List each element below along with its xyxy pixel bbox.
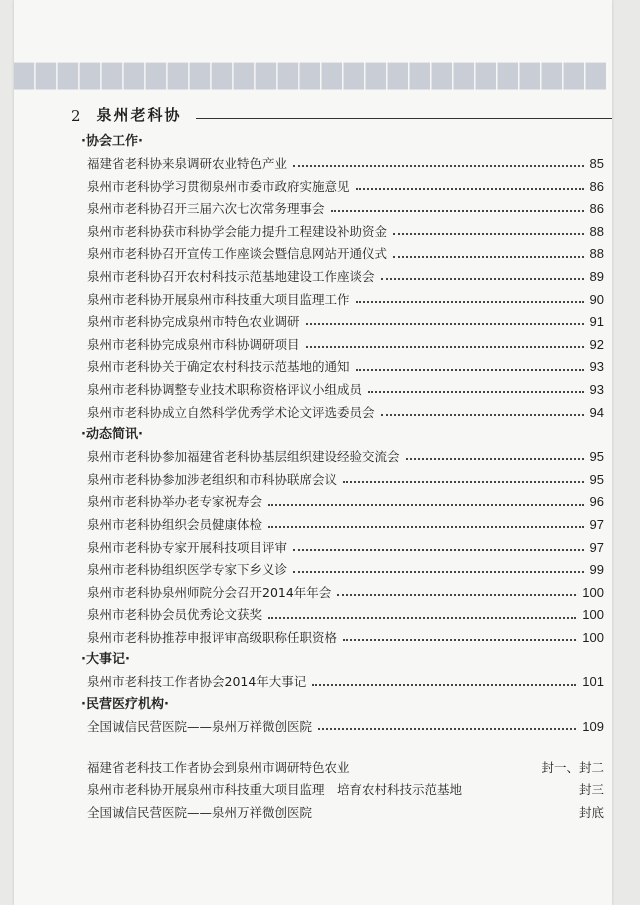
toc-entry[interactable]	[75, 153, 604, 176]
toc-entry-page: 94	[589, 404, 604, 420]
toc-entry-page: 109	[582, 719, 604, 735]
leader-dots	[312, 684, 576, 686]
bleed-through-background: ▇▇▇▇▇▇▇▇▇▇▇▇▇▇▇▇▇▇▇▇▇▇▇▇▇▇▇	[14, 60, 608, 90]
toc-entry-page: 92	[589, 336, 604, 352]
page-header	[71, 101, 612, 125]
toc-entry-title: 泉州市老科协关于确定农村科技示范基地的通知	[87, 359, 350, 375]
leader-dots	[306, 323, 584, 325]
toc-entry-title: 泉州市老科协会员优秀论文获奖	[87, 607, 263, 623]
toc-entry-page: 88	[589, 223, 604, 239]
toc-entry-page: 86	[589, 201, 604, 217]
toc-entry[interactable]	[75, 176, 604, 199]
toc-entry-page: 99	[589, 562, 604, 578]
section-heading: ·协会工作·	[81, 134, 143, 149]
toc-entry[interactable]	[75, 491, 604, 514]
toc-entry-title: 泉州市老科协组织医学专家下乡义诊	[87, 562, 288, 578]
toc-entry[interactable]	[75, 469, 604, 492]
toc-entry-title: 泉州市老科协参加涉老组织和市科协联席会议	[87, 471, 338, 487]
cover-entry[interactable]	[75, 802, 604, 825]
toc-entry-title: 泉州市老科协专家开展科技项目评审	[87, 539, 288, 555]
leader-dots	[381, 414, 584, 416]
cover-entry-page: 封一、封二	[541, 759, 604, 775]
toc-entry-page: 89	[589, 268, 604, 284]
toc-entry-title: 泉州市老科协举办老专家祝寿会	[87, 494, 263, 510]
leader-dots	[393, 256, 584, 258]
leader-dots	[356, 369, 584, 371]
toc-entry-page: 100	[582, 584, 604, 600]
section-heading: ·民营医疗机构·	[81, 697, 169, 713]
leader-dots	[343, 481, 584, 483]
leader-dots	[293, 549, 584, 551]
table-of-contents	[75, 131, 604, 824]
toc-entry[interactable]	[75, 379, 604, 402]
cover-entry-title: 福建省老科技工作者协会到泉州市调研特色农业	[87, 759, 350, 775]
toc-entry[interactable]	[75, 582, 604, 605]
toc-entry-title: 泉州市老科协参加福建省老科协基层组织建设经验交流会	[87, 449, 400, 465]
leader-dots	[318, 728, 576, 730]
toc-entry-page: 100	[582, 629, 604, 645]
toc-entry-page: 100	[582, 607, 604, 623]
toc-entry[interactable]	[75, 402, 604, 425]
leader-dots	[337, 594, 576, 596]
toc-entry[interactable]	[75, 198, 604, 221]
toc-entry-title: 泉州市老科协组织会员健康体检	[87, 516, 263, 532]
page-number: 2	[71, 107, 81, 125]
leader-dots	[306, 346, 584, 348]
toc-entry-title: 泉州市老科协推荐申报评审高级职称任职资格	[87, 629, 338, 645]
toc-entry[interactable]	[75, 243, 604, 266]
toc-entry-title: 泉州市老科协获市科协学会能力提升工程建设补助资金	[87, 223, 388, 239]
leader-dots	[268, 526, 584, 528]
cover-entry[interactable]	[75, 757, 604, 780]
cover-entry-title: 泉州市老科协开展泉州市科技重大项目监理 培育农村科技示范基地	[87, 782, 463, 798]
leader-dots	[356, 188, 584, 190]
toc-entry[interactable]	[75, 537, 604, 560]
toc-entry-title: 泉州市老科协召开农村科技示范基地建设工作座谈会	[87, 268, 375, 284]
toc-entry-title: 泉州市老科协完成泉州市特色农业调研	[87, 314, 300, 330]
toc-entry[interactable]	[75, 716, 604, 739]
leader-dots	[356, 301, 584, 303]
leader-dots	[268, 504, 584, 506]
toc-entry-title: 泉州市老科协调整专业技术职称资格评议小组成员	[87, 381, 363, 397]
leader-dots	[293, 165, 584, 167]
section-heading: ·动态简讯·	[81, 427, 143, 443]
toc-entry[interactable]	[75, 356, 604, 379]
toc-entry-page: 86	[589, 178, 604, 194]
toc-entry[interactable]	[75, 627, 604, 650]
cover-entry-page: 封底	[578, 804, 604, 820]
toc-entry-page: 95	[589, 471, 604, 487]
toc-entry-title: 泉州市老科技工作者协会2014年大事记	[87, 674, 307, 690]
toc-entry-page: 101	[582, 674, 604, 690]
toc-entry[interactable]	[75, 266, 604, 289]
toc-entry[interactable]	[75, 559, 604, 582]
toc-entry-page: 85	[589, 156, 604, 171]
toc-entry-page: 97	[589, 539, 604, 555]
toc-entry-page: 96	[589, 494, 604, 510]
leader-dots	[268, 617, 576, 619]
toc-entry[interactable]	[75, 514, 604, 537]
toc-entry-title: 泉州市老科协泉州师院分会召开2014年年会	[87, 584, 332, 600]
leader-dots	[368, 391, 584, 393]
toc-entry-title: 泉州市老科协成立自然科学优秀学术论文评选委员会	[87, 404, 375, 420]
leader-dots	[331, 210, 584, 212]
toc-entry-title: 泉州市老科协学习贯彻泉州市委市政府实施意见	[87, 178, 350, 194]
leader-dots	[406, 458, 584, 460]
toc-entry-title: 全国诚信民营医院——泉州万祥微创医院	[87, 719, 313, 735]
toc-entry-page: 88	[589, 246, 604, 262]
toc-entry-title: 泉州市老科协召开宣传工作座谈会暨信息网站开通仪式	[87, 246, 388, 262]
toc-entry[interactable]	[75, 671, 604, 694]
section-heading: ·大事记·	[81, 652, 130, 668]
spacer	[75, 739, 604, 757]
cover-entry-page: 封三	[578, 782, 604, 798]
leader-dots	[381, 278, 584, 280]
toc-entry-page: 97	[589, 516, 604, 532]
leader-dots	[393, 233, 584, 235]
toc-entry-title: 泉州市老科协完成泉州市科协调研项目	[87, 336, 300, 352]
leader-dots	[343, 639, 576, 641]
toc-entry-title: 泉州市老科协开展泉州市科技重大项目监理工作	[87, 291, 350, 307]
cover-entry-title: 全国诚信民营医院——泉州万祥微创医院	[87, 804, 313, 820]
toc-entry-page: 91	[589, 314, 604, 330]
toc-entry-page: 93	[589, 381, 604, 397]
toc-entry[interactable]	[75, 446, 604, 469]
toc-entry-title: 福建省老科协来泉调研农业特色产业	[87, 156, 288, 171]
toc-entry-page: 95	[589, 449, 604, 465]
document-page	[14, 0, 612, 905]
toc-entry[interactable]	[75, 334, 604, 357]
leader-dots	[293, 571, 584, 573]
toc-entry[interactable]	[75, 604, 604, 627]
toc-entry[interactable]	[75, 289, 604, 312]
cover-entry[interactable]	[75, 779, 604, 802]
toc-entry-page: 93	[589, 359, 604, 375]
toc-entry[interactable]	[75, 221, 604, 244]
toc-entry[interactable]	[75, 311, 604, 334]
toc-entry-title: 泉州市老科协召开三届六次七次常务理事会	[87, 201, 325, 217]
toc-entry-page: 90	[589, 291, 604, 307]
running-title: 泉州老科协	[96, 106, 182, 124]
header-rule	[196, 118, 612, 119]
